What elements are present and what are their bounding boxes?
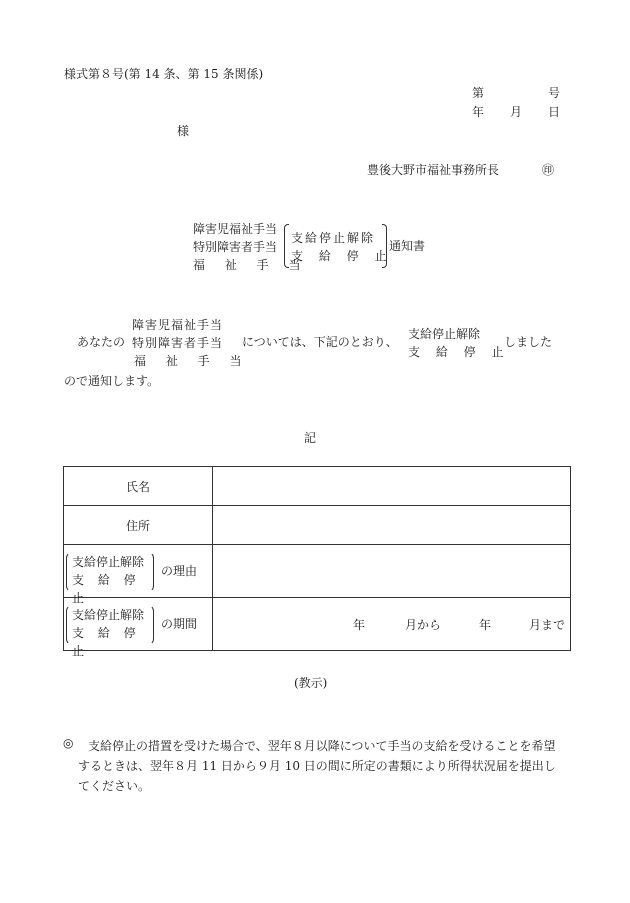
title-allowance-2: 特別障害者手当 xyxy=(193,240,278,254)
period-row xyxy=(64,598,571,651)
period-option-1: 支給停止解除 xyxy=(72,608,145,622)
period-suffix: の期間 xyxy=(161,617,198,631)
reason-label-cell xyxy=(64,545,213,605)
title-allowance-3: 福 祉 手 当 xyxy=(193,258,309,272)
number-prefix: 第 xyxy=(472,86,485,100)
name-value-cell[interactable] xyxy=(213,467,571,506)
body-allowance-2: 特別障害者手当 xyxy=(132,336,224,350)
period-end-year: 年 xyxy=(479,617,492,632)
record-heading: 記 xyxy=(304,431,317,445)
title-action-2: 支 給 停 止 xyxy=(291,249,393,263)
date-month: 月 xyxy=(509,105,522,119)
recipient-suffix: 様 xyxy=(177,124,190,138)
title-action-1: 支給停止解除 xyxy=(291,231,376,245)
date-year: 年 xyxy=(472,105,485,119)
reason-option-2: 支 給 停 止 xyxy=(72,573,141,605)
form-label: 様式第８号(第 14 条、第 15 条関係) xyxy=(64,67,264,81)
reason-suffix: の理由 xyxy=(161,564,198,578)
name-row xyxy=(64,467,571,506)
date-line xyxy=(472,106,560,118)
body-suffix: しました xyxy=(504,335,553,349)
body-allowance-3: 福 祉 手 当 xyxy=(134,354,250,368)
period-end-month: 月まで xyxy=(529,617,566,632)
period-label-cell xyxy=(64,598,213,658)
period-value-cell[interactable] xyxy=(213,598,571,651)
reason-option-1: 支給停止解除 xyxy=(72,555,145,569)
title-allowance-1: 障害児福祉手当 xyxy=(193,222,278,236)
body-middle: については、下記のとおり、 xyxy=(242,335,398,349)
reason-value-cell[interactable] xyxy=(213,545,571,598)
title-allowance-options xyxy=(193,220,309,274)
body-allowance-options xyxy=(132,316,250,370)
period-start-month: 月から xyxy=(405,617,442,632)
date-day: 日 xyxy=(547,105,560,119)
body-action-options xyxy=(408,325,510,361)
address-label: 住所 xyxy=(64,506,213,545)
period-start-year: 年 xyxy=(353,617,366,632)
body-prefix: あなたの xyxy=(77,335,126,349)
document-number-line xyxy=(472,87,560,99)
title-action-options xyxy=(291,229,393,265)
address-row xyxy=(64,506,571,545)
body-continuation: ので通知します。 xyxy=(64,374,160,388)
title-suffix: 通知書 xyxy=(389,239,426,253)
name-label: 氏名 xyxy=(64,467,213,506)
issuer-name: 豊後大野市福祉事務所長 xyxy=(367,163,500,177)
note-mark: ◎ xyxy=(63,736,74,750)
body-action-1: 支給停止解除 xyxy=(408,327,481,341)
reason-row xyxy=(64,545,571,598)
body-allowance-1: 障害児福祉手当 xyxy=(132,318,224,332)
title-bracket-right xyxy=(382,224,387,268)
seal-mark: ㊞ xyxy=(542,163,555,177)
title-bracket-left xyxy=(284,224,289,268)
instruction-text: 支給停止の措置を受けた場合で、翌年８月以降について手当の支給を受けることを希望するときは、翌年８月 11 日から９月 10 日の間に所定の書類により所得状況届を提出してください。 xyxy=(78,739,556,793)
body-action-2: 支 給 停 止 xyxy=(408,345,510,359)
address-value-cell[interactable] xyxy=(213,506,571,545)
period-option-2: 支 給 停 止 xyxy=(72,626,141,658)
instruction-heading: (教示) xyxy=(294,676,328,690)
number-suffix: 号 xyxy=(547,86,560,100)
record-table xyxy=(63,466,571,658)
